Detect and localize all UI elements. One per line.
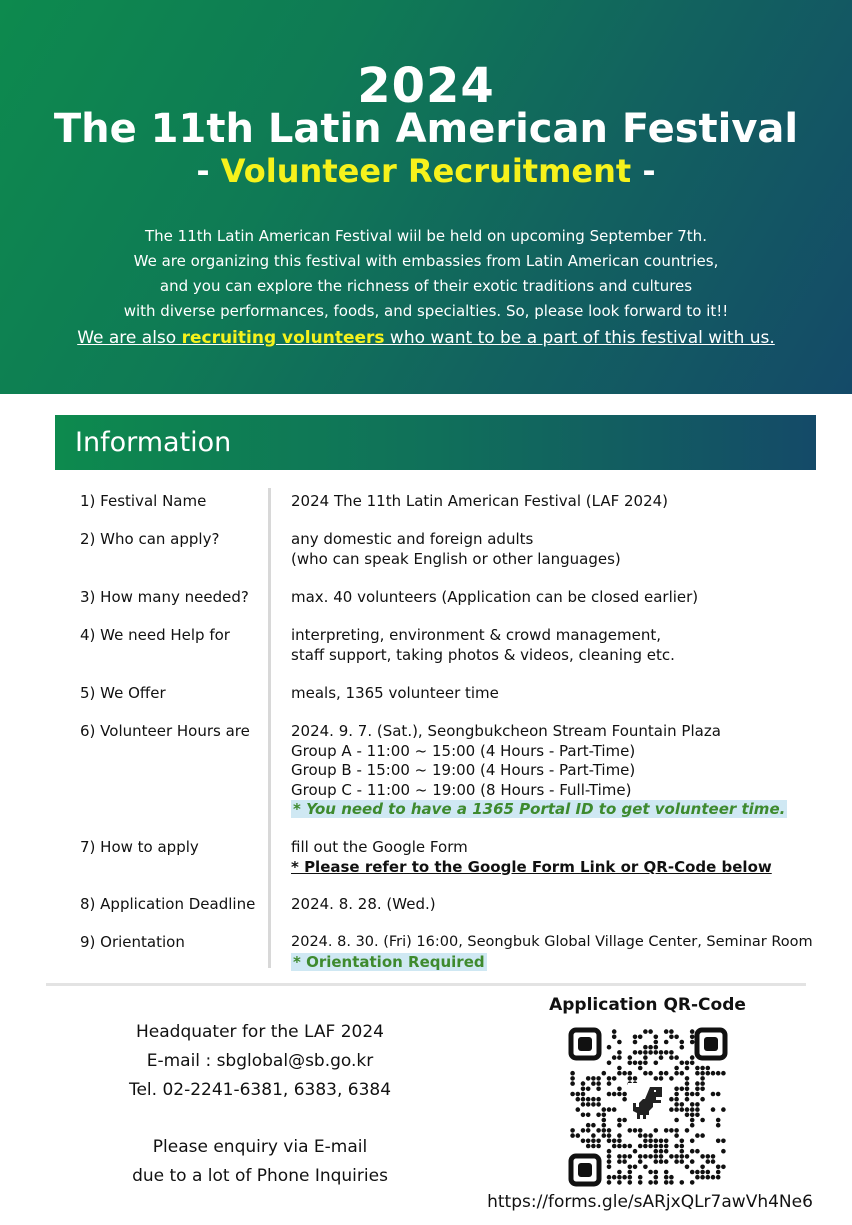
contact-org: Headquater for the LAF 2024 [136,1022,384,1042]
row-label: 4) We need Help for [80,626,230,644]
value-line: any domestic and foreign adults [291,530,534,548]
value-line: 2024. 9. 7. (Sat.), Seongbukcheon Stream Fountain Plaza [291,722,721,740]
row-label: 9) Orientation [80,933,185,951]
value-line: meals, 1365 volunteer time [291,684,499,702]
contact-phone: Tel. 02-2241-6381, 6383, 6384 [128,1080,392,1100]
subtitle-prefix: - [196,152,221,190]
google-form-url[interactable]: https://forms.gle/sARjxQLr7awVh4Ne6 [487,1192,813,1212]
row-value [291,684,851,704]
contact-email[interactable]: E-mail : sbglobal@sb.go.kr [146,1051,374,1071]
row-value [291,838,851,877]
cta-suffix: who want to be a part of this festival with us. [384,328,775,348]
row-label: 8) Application Deadline [80,895,256,913]
intro-line: The 11th Latin American Festival wiil be held on upcoming September 7th. [145,227,707,245]
intro-line: We are organizing this festival with embassies from Latin American countries, [133,252,719,270]
row-value [291,530,851,569]
row-value [291,895,851,915]
value-line: (who can speak English or other languages) [291,549,621,568]
festival-title: The 11th Latin American Festival [53,106,799,152]
portal-id-note: * You need to have a 1365 Portal ID to get volunteer time. [293,800,786,818]
row-label: 7) How to apply [80,838,199,856]
value-line: Group B - 15:00 ~ 19:00 (4 Hours - Part-Time) [291,761,636,779]
intro-line: and you can explore the richness of their exotic traditions and cultures [159,277,693,295]
information-heading: Information [55,415,816,470]
row-label: 5) We Offer [80,684,166,702]
application-qr-code[interactable] [568,1027,728,1187]
row-label: 6) Volunteer Hours are [80,722,250,740]
google-form-note: * Please refer to the Google Form Link or QR-Code below [291,857,772,876]
subtitle-highlight: Volunteer Recruitment [220,152,632,190]
value-line: staff support, taking photos & videos, cleaning etc. [291,645,675,664]
contact-block [110,1018,410,1191]
intro-text [0,224,852,351]
row-label: 3) How many needed? [80,588,249,606]
festival-year: 2024 [357,58,495,114]
row-value [291,588,851,608]
contact-notice: due to a lot of Phone Inquiries [132,1166,388,1186]
cta-highlight: recruiting volunteers [181,328,385,348]
row-value [291,722,851,820]
value-line: 2024. 8. 28. (Wed.) [291,895,436,913]
row-value [291,492,851,512]
recruit-callout [0,326,852,351]
orientation-note: * Orientation Required [293,952,485,971]
value-line: fill out the Google Form [291,838,468,856]
contact-notice: Please enquiry via E-mail [152,1137,368,1157]
hero-banner [0,0,852,394]
value-line: 2024. 8. 30. (Fri) 16:00, Seongbuk Global Village Center, Seminar Room [291,934,813,950]
qr-title: Application QR-Code [549,995,746,1015]
row-label: 1) Festival Name [80,492,207,510]
intro-line: with diverse performances, foods, and specialties. So, please look forward to it!! [123,302,729,320]
dinosaur-icon [628,1083,668,1123]
value-line: Group C - 11:00 ~ 19:00 (8 Hours - Full-Time) [291,780,632,799]
row-value [291,933,851,972]
subtitle-suffix: - [631,152,656,190]
cta-prefix: We are also [77,328,182,348]
value-line: interpreting, environment & crowd management, [291,626,661,644]
value-line: 2024 The 11th Latin American Festival (LAF 2024) [291,492,669,510]
section-divider [46,983,806,986]
recruitment-subtitle [0,152,852,190]
row-label: 2) Who can apply? [80,530,220,548]
value-line: Group A - 11:00 ~ 15:00 (4 Hours - Part-Time) [291,741,636,760]
row-value [291,626,851,665]
value-line: max. 40 volunteers (Application can be closed earlier) [291,588,699,606]
